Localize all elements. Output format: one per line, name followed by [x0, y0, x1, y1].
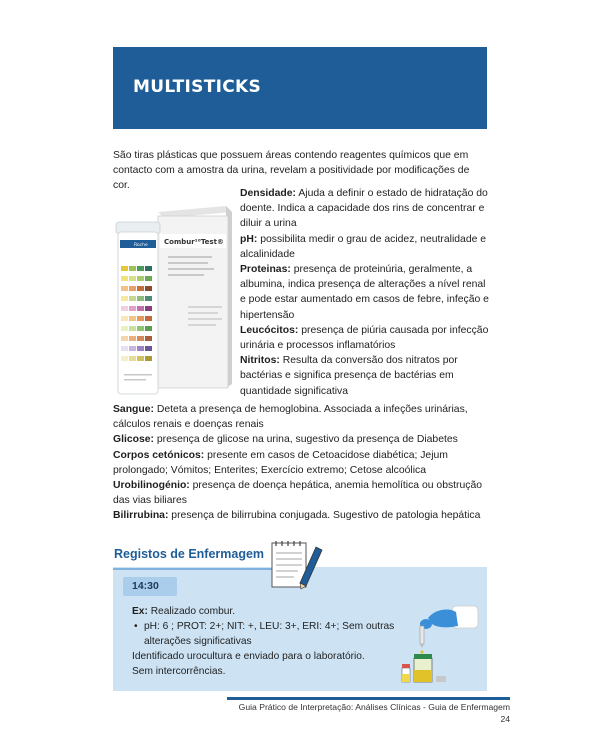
product-brand-label: Combur¹⁰Test®	[164, 238, 224, 246]
param-ph: pH: possibilita medir o grau de acidez, neutralidade e alcalinidade	[240, 233, 487, 260]
param-bilirrubina: Bilirrubina: presença de bilirrubina conjugada. Sugestivo de patologia hepática	[113, 510, 481, 522]
param-urobilinogenio: Urobilinogénio: presença de doença hepática, anemia hemolítica ou obstrução das vias biliares	[113, 480, 483, 507]
parameters-list-full	[113, 402, 487, 524]
intro-paragraph: São tiras plásticas que possuem áreas contendo reagentes químicos que em contacto com a amostra da urina, revelam a positividade por modificações de cor.	[113, 150, 470, 192]
footer-rule	[227, 697, 510, 700]
record-time: 14:30	[132, 580, 159, 592]
lab-sample-illustration	[392, 598, 484, 690]
record-line-1: Identificado urocultura e enviado para o laboratório.	[132, 651, 365, 662]
record-results: • pH: 6 ; PROT: 2+; NIT: +, LEU: 3+, ERI: 4+; Sem outras alterações significativas	[132, 619, 402, 649]
record-content	[132, 604, 402, 679]
notebook-pencil-icon	[266, 539, 326, 591]
param-proteinas: Proteinas: presença de proteinúria, geralmente, a albumina, indica presença de alterações a nível renal e pode estar aumentado em casos de febre, infeção e hipertensão	[240, 264, 489, 321]
page-title: MULTISTICKS	[133, 77, 262, 97]
parameters-list-right	[240, 186, 490, 399]
param-sangue: Sangue: Deteta a presença de hemoglobina. Associada a infeções urinárias, cálculos renais e doenças renais	[113, 404, 468, 431]
param-corpos-cetonicos: Corpos cetónicos: presente em casos de Cetoacidose diabética; Jejum prolongado; Vómitos; Enterites; Exercício extremo; Cetose alcoólica	[113, 449, 448, 476]
product-box	[158, 206, 232, 388]
title-banner	[113, 47, 487, 129]
param-leucocitos: Leucócitos: presença de piúria causada por infecção urinária e processos inflamatórios	[240, 324, 489, 352]
record-line-2: Sem intercorrências.	[132, 666, 226, 677]
tube-vendor-label: Roche	[134, 243, 148, 248]
product-tube	[116, 222, 160, 394]
param-nitritos: Nitritos: Resulta da conversão dos nitratos por bactérias e significa presença de bactérias em quantidade significativa	[240, 355, 458, 397]
record-exam-line: Ex: Realizado combur.	[132, 606, 236, 617]
param-glicose: Glicose: presença de glicose na urina, sugestivo da presença de Diabetes	[113, 434, 458, 446]
nursing-records-title: Registos de Enfermagem	[114, 547, 265, 561]
section-title-underline	[113, 568, 273, 570]
footer-guide-title: Guia Prático de Interpretação: Análises Clínicas - Guia de Enfermagem	[238, 702, 510, 712]
test-strip-product-image	[108, 196, 238, 406]
page-number: 24	[500, 714, 510, 724]
param-densidade: Densidade: Ajuda a definir o estado de hidratação do doente. Indica a capacidade dos rins de concentrar e diluir a urina	[240, 188, 488, 230]
